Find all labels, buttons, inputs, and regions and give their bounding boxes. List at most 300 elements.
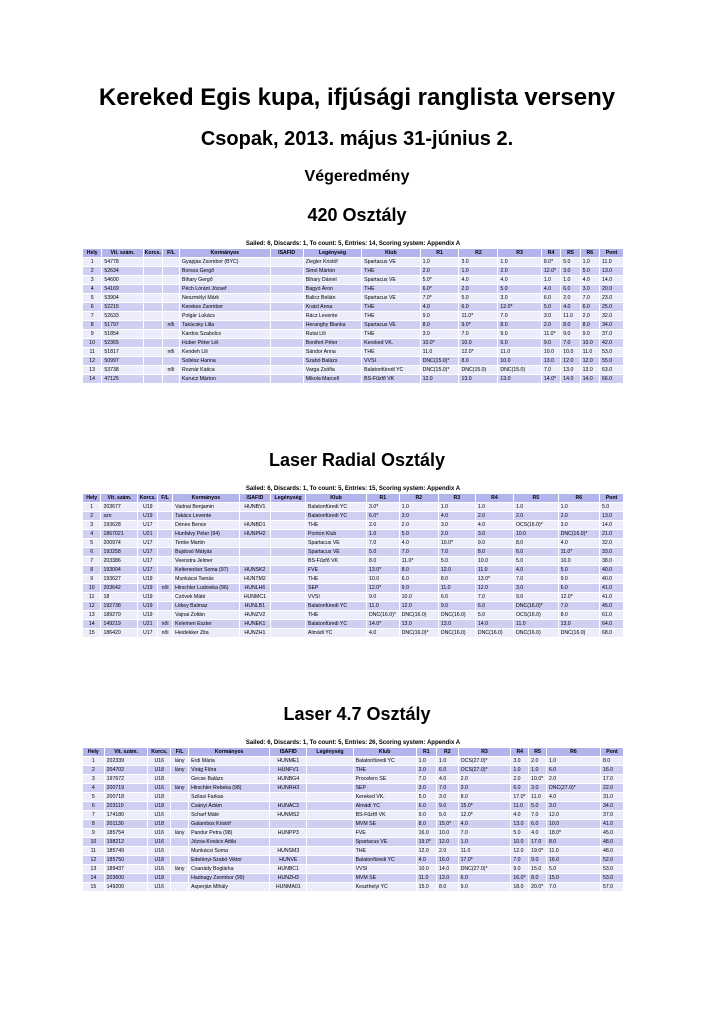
table-cell: 7.0: [437, 784, 458, 792]
table-cell: 4.0: [476, 521, 513, 529]
table-cell: 21.0: [600, 530, 623, 538]
table-cell: 5.0: [367, 548, 399, 556]
table-cell: 7.0: [459, 829, 511, 837]
table-cell: Takács Levente: [173, 512, 238, 520]
table-cell: 11: [83, 847, 104, 855]
column-header: Klub: [354, 748, 416, 756]
table-cell: 54600: [102, 276, 142, 284]
table-row: [83, 611, 623, 619]
table-cell: [158, 521, 172, 529]
table-cell: 2.0: [476, 512, 513, 520]
table-cell: U18: [148, 793, 170, 801]
column-header: R3: [459, 748, 511, 756]
table-cell: 4.0: [421, 303, 459, 311]
table-cell: DNC(16.0): [439, 629, 475, 637]
table-row: [83, 539, 623, 547]
table-cell: 6: [83, 548, 100, 556]
table-cell: Ponton Klub: [306, 530, 366, 538]
table-cell: [271, 294, 303, 302]
table-cell: [307, 829, 352, 837]
table-cell: [307, 847, 352, 855]
table-cell: 2.0: [459, 775, 511, 783]
table-cell: Kereked VK.: [354, 793, 416, 801]
table-cell: 1.0: [421, 258, 459, 266]
table-row: [83, 575, 623, 583]
table-cell: DNC(15.0)*: [421, 366, 459, 374]
table-cell: 2.0: [437, 847, 458, 855]
table-cell: 12.0: [547, 811, 600, 819]
table-cell: Borsos Gergő: [180, 267, 270, 275]
table-cell: 14.0: [600, 276, 623, 284]
table-cell: 18.0*: [547, 829, 600, 837]
table-row: [83, 312, 623, 320]
table-cell: [307, 838, 352, 846]
table-cell: lány: [171, 865, 188, 873]
table-cell: 4.0: [439, 512, 475, 520]
table-cell: 9.0: [400, 584, 438, 592]
table-cell: [163, 276, 179, 284]
table-cell: HUNBC1: [270, 865, 306, 873]
table-cell: 5.0: [437, 811, 458, 819]
table-cell: THE: [354, 847, 416, 855]
table-cell: 9.0*: [459, 321, 497, 329]
table-cell: 12.0: [561, 357, 579, 365]
table-cell: Keltenecker Soma (97): [173, 566, 238, 574]
table-cell: [307, 820, 352, 828]
column-header: R4: [476, 494, 513, 502]
table-cell: 10.0: [511, 838, 528, 846]
table-row: [83, 820, 623, 828]
table-cell: 2: [83, 766, 104, 774]
table-cell: Erdi Mária: [189, 757, 269, 765]
column-header: Kormányos: [180, 249, 270, 257]
table-cell: THE: [362, 312, 419, 320]
table-cell: THE: [354, 766, 416, 774]
table-cell: OCS(16.0): [514, 611, 558, 619]
table-cell: U16: [148, 784, 170, 792]
table-cell: 7.0: [581, 294, 599, 302]
table-cell: BS-Fűzfő VK: [306, 557, 366, 565]
table-cell: HUNPH2: [240, 530, 271, 538]
table-cell: 11.0*: [559, 548, 599, 556]
table-cell: Tenke Martin: [173, 539, 238, 547]
scoring-caption: Sailed: 6, Discards: 1, To count: 5, Entries: 14, Scoring system: Appendix A: [245, 241, 461, 247]
table-cell: 4.0: [459, 820, 511, 828]
table-cell: Simó Márton: [304, 267, 361, 275]
table-cell: Kratzl Anna: [304, 303, 361, 311]
table-cell: U17: [138, 557, 157, 565]
table-cell: 1.0: [547, 757, 600, 765]
table-cell: 5: [83, 294, 101, 302]
column-header: Klub: [306, 494, 366, 502]
table-cell: [158, 611, 172, 619]
table-cell: [144, 366, 162, 374]
table-cell: [271, 575, 305, 583]
table-cell: [271, 503, 305, 511]
table-cell: 10.0: [476, 557, 513, 565]
table-cell: 3.0: [514, 584, 558, 592]
table-cell: 12.0: [421, 375, 459, 383]
table-cell: DNC(27.0)*: [459, 865, 511, 873]
table-cell: 7.0: [400, 548, 438, 556]
table-cell: 9.0: [421, 312, 459, 320]
table-cell: [158, 512, 172, 520]
table-cell: 2.0: [542, 321, 560, 329]
table-cell: VVSI: [354, 865, 416, 873]
table-cell: 48.0: [601, 847, 623, 855]
table-cell: [158, 602, 172, 610]
table-row: [83, 557, 623, 565]
table-cell: 7.0: [547, 883, 600, 891]
table-cell: [271, 629, 305, 637]
table-cell: [271, 375, 303, 383]
table-cell: DNC(16.0): [439, 611, 475, 619]
table-cell: [271, 557, 305, 565]
table-cell: 186420: [101, 629, 137, 637]
table-cell: U21: [138, 530, 157, 538]
table-cell: SEP: [354, 784, 416, 792]
table-cell: U18: [148, 766, 170, 774]
table-cell: 9: [83, 330, 101, 338]
table-cell: U16: [148, 883, 170, 891]
table-cell: 5.0: [400, 530, 438, 538]
table-cell: THE: [306, 611, 366, 619]
table-cell: Balatonfüredi YC: [306, 620, 366, 628]
table-cell: 10.0: [400, 593, 438, 601]
table-cell: 8.0: [601, 757, 623, 765]
table-cell: Balatonfüredi YC: [354, 757, 416, 765]
table-cell: [163, 312, 179, 320]
column-header: Kormányos: [173, 494, 238, 502]
column-header: Legénység: [307, 748, 352, 756]
table-cell: 5.0: [511, 829, 528, 837]
table-cell: 11.0: [476, 566, 513, 574]
table-cell: 6.0*: [367, 512, 399, 520]
table-cell: Keszthelyi YC: [354, 883, 416, 891]
results-table: [82, 248, 624, 384]
table-cell: 11.0*: [459, 312, 497, 320]
column-header: Pont: [600, 494, 623, 502]
table-cell: [171, 811, 188, 819]
table-cell: U17: [138, 566, 157, 574]
table-cell: Hadnagy Zsombor (99): [189, 874, 269, 882]
table-cell: [271, 548, 305, 556]
table-cell: 41.0: [600, 584, 623, 592]
table-cell: [270, 820, 306, 828]
table-cell: [171, 775, 188, 783]
table-cell: 1.0: [561, 276, 579, 284]
results-table: [82, 493, 624, 638]
table-cell: 4.0: [417, 856, 436, 864]
table-row: [83, 548, 623, 556]
table-cell: [271, 530, 305, 538]
table-cell: 17.0: [601, 775, 623, 783]
table-cell: 1.0: [559, 503, 599, 511]
table-cell: 2: [83, 267, 101, 275]
table-cell: 4.0: [514, 566, 558, 574]
table-cell: U19: [138, 503, 157, 511]
table-cell: 1.0: [417, 757, 436, 765]
table-cell: 17.0: [529, 838, 546, 846]
table-cell: 11.0: [367, 602, 399, 610]
table-cell: [271, 330, 303, 338]
table-cell: 3: [83, 775, 104, 783]
section-420: [82, 240, 624, 384]
column-header: R1: [421, 249, 459, 257]
table-cell: 3.0: [559, 521, 599, 529]
table-cell: 11.0: [561, 312, 579, 320]
table-cell: Szabó Balázs: [304, 357, 361, 365]
table-cell: U16: [148, 838, 170, 846]
table-cell: 13.0: [498, 375, 540, 383]
table-cell: 1.0: [498, 258, 540, 266]
table-cell: 10.0: [437, 829, 458, 837]
table-cell: 9.0: [529, 856, 546, 864]
table-cell: 5.0: [547, 865, 600, 873]
scoring-caption: Sailed: 6, Discards: 1, To count: 5, Entries: 15, Scoring system: Appendix A: [245, 486, 461, 492]
table-cell: HUNPP3: [270, 829, 306, 837]
table-cell: DNC(16.0)*: [559, 530, 599, 538]
table-row: [83, 566, 623, 574]
table-cell: U19: [138, 602, 157, 610]
table-row: [83, 874, 623, 882]
table-cell: SEP: [306, 584, 366, 592]
table-cell: 203110: [105, 802, 148, 810]
table-cell: Spartacus VE: [354, 838, 416, 846]
table-cell: 6.0: [459, 303, 497, 311]
table-cell: Neszmélyi Márk: [180, 294, 270, 302]
table-cell: 53.0: [600, 348, 623, 356]
table-cell: 12.0*: [459, 348, 497, 356]
table-cell: 6: [83, 303, 101, 311]
table-cell: 2.0: [459, 285, 497, 293]
table-cell: [163, 294, 179, 302]
table-cell: 9.0: [459, 883, 511, 891]
table-cell: Takácsky Lilla: [180, 321, 270, 329]
table-cell: 5.0: [514, 557, 558, 565]
table-cell: Gyapjas Zsombor (BYC): [180, 258, 270, 266]
table-cell: női: [163, 321, 179, 329]
table-cell: [271, 258, 303, 266]
table-cell: női: [158, 620, 172, 628]
table-cell: 5.0: [417, 793, 436, 801]
table-cell: Polgár Lukács: [180, 312, 270, 320]
table-row: [83, 793, 623, 801]
table-cell: Munkácsi Soma: [189, 847, 269, 855]
table-cell: 10.0: [542, 348, 560, 356]
table-cell: 20.0*: [529, 883, 546, 891]
table-cell: lány: [171, 784, 188, 792]
table-cell: 3.0: [459, 258, 497, 266]
table-cell: 13.0: [400, 620, 438, 628]
table-row: [83, 847, 623, 855]
table-cell: 18: [101, 593, 137, 601]
table-cell: 5.0: [459, 294, 497, 302]
table-cell: 7.0: [514, 575, 558, 583]
table-cell: [171, 802, 188, 810]
table-cell: 13.0: [559, 620, 599, 628]
table-cell: 52.0: [601, 856, 623, 864]
table-cell: 10.0: [581, 339, 599, 347]
table-row: [83, 757, 623, 765]
table-cell: HUNAC3: [270, 802, 306, 810]
table-cell: 6.0: [542, 294, 560, 302]
table-cell: DNC(16.0)*: [400, 629, 438, 637]
table-cell: 203642: [101, 584, 137, 592]
table-cell: 4.0: [498, 276, 540, 284]
table-cell: 47125: [102, 375, 142, 383]
column-header: R6: [547, 748, 600, 756]
section-title-laser-47: Laser 4.7 Osztály: [283, 704, 431, 724]
table-cell: FVE: [354, 829, 416, 837]
table-cell: 7.0: [559, 602, 599, 610]
table-cell: Heidekker Zita: [173, 629, 238, 637]
table-cell: 6.0: [476, 602, 513, 610]
table-cell: 11.0: [529, 793, 546, 801]
table-cell: 10.0: [514, 530, 558, 538]
table-cell: 13.0: [600, 512, 623, 520]
column-header: ISAFID: [271, 249, 303, 257]
section-title-420: 420 Osztály: [307, 205, 407, 225]
table-cell: 193628: [101, 521, 137, 529]
table-cell: 4: [83, 285, 101, 293]
table-cell: Varga Zsófia: [304, 366, 361, 374]
table-cell: [171, 838, 188, 846]
column-header: R5: [514, 494, 558, 502]
table-cell: 12.0: [476, 584, 513, 592]
table-cell: HUNZH1: [240, 629, 271, 637]
table-cell: 7: [83, 312, 101, 320]
table-cell: 22.0: [601, 784, 623, 792]
table-cell: 10.0: [498, 357, 540, 365]
table-cell: 9.0: [367, 593, 399, 601]
table-header-row: [83, 494, 623, 502]
table-cell: 7.0: [417, 775, 436, 783]
table-cell: 12.0*: [559, 593, 599, 601]
table-cell: 12.0*: [367, 584, 399, 592]
table-cell: [163, 339, 179, 347]
table-cell: 6.0: [498, 339, 540, 347]
table-cell: 11.0: [421, 348, 459, 356]
table-cell: U17: [138, 521, 157, 529]
table-cell: 11.0: [511, 802, 528, 810]
table-cell: [307, 793, 352, 801]
table-cell: [271, 593, 305, 601]
table-cell: 14.0: [476, 620, 513, 628]
column-header: R3: [498, 249, 540, 257]
table-row: [83, 865, 623, 873]
table-cell: [171, 793, 188, 801]
table-cell: 8.0: [421, 321, 459, 329]
table-cell: U16: [148, 829, 170, 837]
table-cell: 4.0: [437, 775, 458, 783]
table-cell: 1.0: [581, 258, 599, 266]
table-cell: U18: [148, 874, 170, 882]
table-cell: 4: [83, 784, 104, 792]
table-cell: [271, 566, 305, 574]
table-cell: 6.0: [547, 766, 600, 774]
table-cell: [163, 258, 179, 266]
table-cell: [158, 593, 172, 601]
column-header: F/L: [171, 748, 188, 756]
table-cell: 7.0*: [421, 294, 459, 302]
table-cell: 7.0: [459, 330, 497, 338]
table-cell: 11: [83, 593, 100, 601]
table-cell: 1: [83, 258, 101, 266]
table-cell: [163, 303, 179, 311]
table-cell: THE: [362, 330, 419, 338]
table-cell: 13: [83, 865, 104, 873]
table-cell: 51817: [102, 348, 142, 356]
table-cell: [271, 539, 305, 547]
table-cell: HUNLB1: [240, 602, 271, 610]
table-cell: DNC(15.0)*: [421, 357, 459, 365]
table-cell: [240, 557, 271, 565]
table-cell: 19.0*: [417, 838, 436, 846]
table-cell: 12.0: [581, 357, 599, 365]
table-cell: 54169: [102, 285, 142, 293]
table-cell: Spartacus VE: [306, 539, 366, 547]
column-header: Hely: [83, 494, 100, 502]
table-cell: [171, 883, 188, 891]
table-cell: 2.0: [400, 521, 438, 529]
table-cell: Balicz Belián: [304, 294, 361, 302]
table-cell: 7: [83, 811, 104, 819]
table-cell: THE: [362, 285, 419, 293]
table-cell: Balatonfüredi YC: [306, 503, 366, 511]
table-cell: 16.0: [601, 766, 623, 774]
table-cell: 2.0: [511, 775, 528, 783]
table-cell: 203677: [101, 503, 137, 511]
table-cell: Balatonfüredi YC: [306, 512, 366, 520]
table-cell: 12.0: [437, 838, 458, 846]
table-row: [83, 339, 623, 347]
table-cell: 9.0: [498, 330, 540, 338]
table-cell: 5.0: [559, 566, 599, 574]
table-cell: U19: [138, 611, 157, 619]
table-cell: 6.0: [581, 303, 599, 311]
table-cell: 8.0: [459, 357, 497, 365]
table-cell: 17.0*: [459, 856, 511, 864]
table-cell: 11.0: [547, 847, 600, 855]
table-cell: 4.0: [547, 793, 600, 801]
table-cell: 149219: [101, 620, 137, 628]
table-cell: 10.0: [417, 865, 436, 873]
table-cell: 11.0: [459, 847, 511, 855]
table-cell: Asperján Mihály: [189, 883, 269, 891]
table-cell: [158, 503, 172, 511]
table-cell: 185749: [105, 847, 148, 855]
table-cell: lány: [171, 829, 188, 837]
table-cell: DNC(16.0): [559, 629, 599, 637]
page-title: Kereked Egis kupa, ifjúsági ranglista verseny: [98, 84, 616, 111]
table-cell: HUNBV1: [240, 503, 271, 511]
table-cell: MVM SE: [354, 820, 416, 828]
column-header: Korcs.: [144, 250, 161, 256]
table-cell: Veenstra Jelmer: [173, 557, 238, 565]
table-cell: Galambos Kristóf: [189, 820, 269, 828]
table-cell: 3: [83, 521, 100, 529]
table-cell: 11: [83, 348, 101, 356]
table-cell: 9.0: [417, 811, 436, 819]
table-cell: 10: [83, 339, 101, 347]
table-cell: 11.0*: [400, 557, 438, 565]
table-cell: 9.0: [439, 602, 475, 610]
table-cell: HUNSM3: [270, 847, 306, 855]
table-cell: 203386: [101, 557, 137, 565]
table-cell: [270, 838, 306, 846]
table-cell: HUNFV1: [270, 766, 306, 774]
